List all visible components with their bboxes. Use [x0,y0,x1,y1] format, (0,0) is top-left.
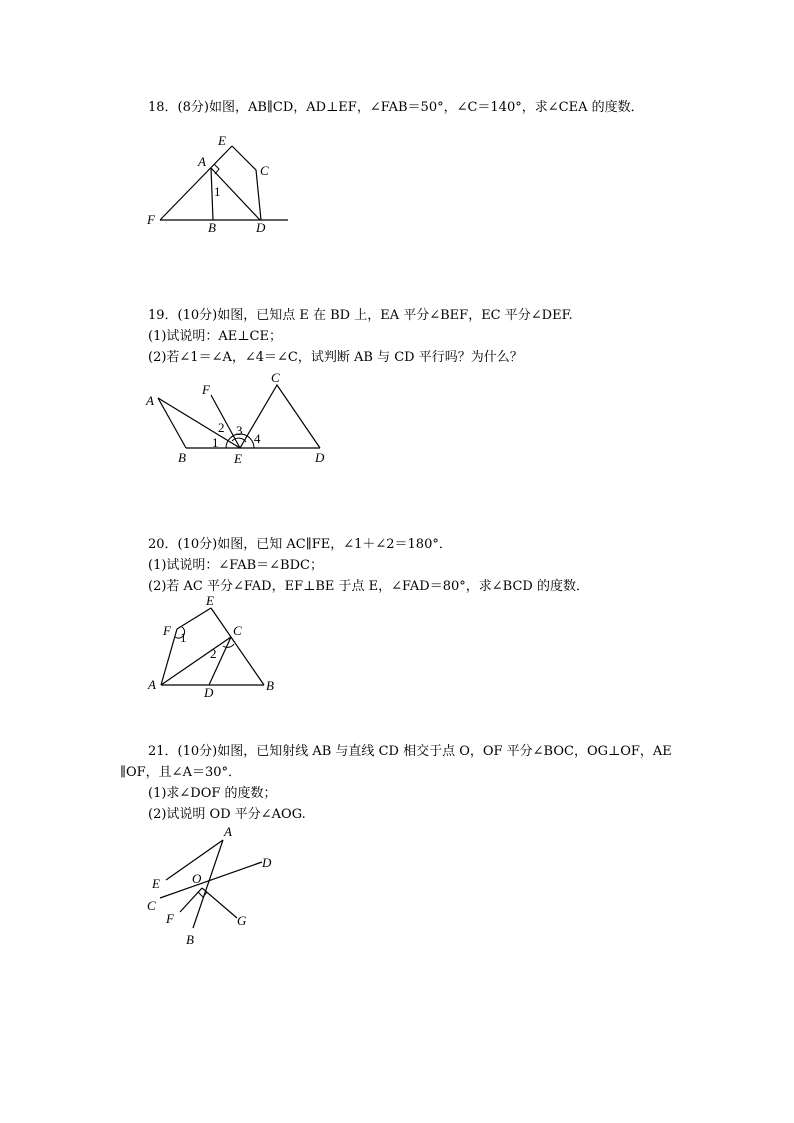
q20-label-angle2: 2 [210,646,217,661]
q21-label-b: B [186,932,194,947]
q19-figure [140,368,340,468]
q21-label-f: F [166,911,174,926]
q18-label-f: F [147,212,155,227]
q19-label-angle1: 1 [212,435,219,450]
q19-label-c: C [271,370,280,385]
q21-text-3: (1)求∠DOF 的度数； [148,786,277,801]
q18-label-d: D [256,220,266,235]
q21-label-a: A [224,824,232,839]
q19-text-1: 19．(10分)如图，已知点 E 在 BD 上，EA 平分∠BEF，EC 平分∠DEF. [148,308,573,323]
q21-text-2: ∥OF，且∠A＝30°． [120,765,242,780]
q19-text-3: (2)若∠1＝∠A，∠4＝∠C，试判断 AB 与 CD 平行吗？为什么？ [148,350,523,365]
q18-label-a: A [198,154,206,169]
q20-label-angle1: 1 [180,630,187,645]
q19-label-d: D [315,450,325,465]
q20-text-2: (1)试说明：∠FAB＝∠BDC； [148,558,323,573]
q21-label-g: G [237,913,247,928]
q18-line-ab [211,168,213,220]
q18-label-e: E [218,133,226,148]
q20-label-b: B [266,678,274,693]
q19-text-2: (1)试说明：AE⊥CE； [148,329,282,344]
q19-line-ab [158,398,186,448]
q19-label-b: B [178,450,186,465]
q20-label-c: C [233,623,242,638]
q19-label-f: F [202,382,210,397]
q21-label-d: D [262,855,272,870]
q21-text-4: (2)试说明 OD 平分∠AOG. [148,807,306,822]
q18-label-c: C [260,163,269,178]
q20-text-3: (2)若 AC 平分∠FAD，EF⊥BE 于点 E，∠FAD＝80°，求∠BCD 的度数． [148,579,589,594]
q18-text: 18．(8分)如图，AB∥CD，AD⊥EF，∠FAB＝50°，∠C＝140°，求∠CEA 的度数． [148,100,644,115]
q21-figure [140,822,290,950]
q20-angle-arc-2 [223,644,234,647]
q19-label-angle4: 4 [254,431,261,446]
q20-label-a: A [148,677,156,692]
q19-label-e: E [234,451,242,466]
q20-text-1: 20．(10分)如图，已知 AC∥FE，∠1＋∠2＝180°． [148,537,452,552]
q19-label-angle3: 3 [236,423,243,438]
q21-line-of [180,888,202,912]
q21-line-og [202,888,237,918]
q19-label-angle2: 2 [218,420,225,435]
q18-label-angle1: 1 [214,184,221,199]
q18-label-b: B [208,220,216,235]
q20-label-d: D [204,685,214,700]
q18-figure [140,128,300,238]
q21-label-c: C [147,898,156,913]
q21-label-o: O [192,871,202,886]
q19-label-a: A [146,393,154,408]
q19-line-ecd [240,385,320,448]
q20-figure [140,592,290,704]
q18-line-ecd [232,146,261,220]
q20-label-e: E [206,593,214,608]
q21-text-1: 21．(10分)如图，已知射线 AB 与直线 CD 相交于点 O，OF 平分∠BOC，OG⊥OF，AE [148,744,672,759]
q20-line-eb [211,608,264,685]
q21-line-cd [160,862,262,898]
q18-line-fe [160,146,232,220]
q21-label-e: E [152,876,160,891]
q20-label-f: F [163,623,171,638]
q20-line-fe [177,608,211,629]
